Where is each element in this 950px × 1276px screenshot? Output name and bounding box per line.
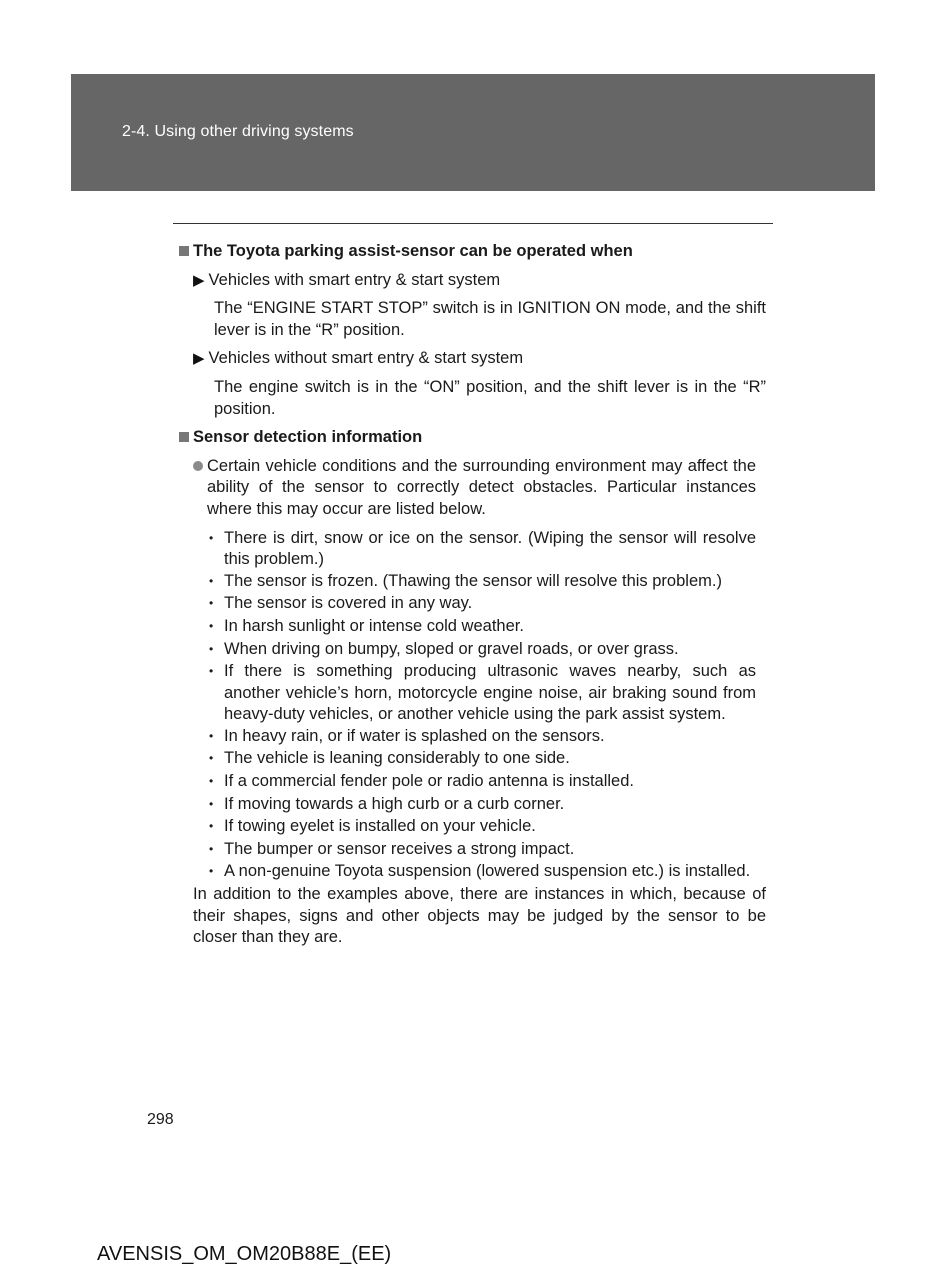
detection-heading-text: Sensor detection information <box>193 428 423 447</box>
smart-entry-description: The “ENGINE START STOP” switch is in IGNITION ON mode, and the shift lever is in the “R” position. <box>214 299 766 339</box>
list-item: • When driving on bumpy, sloped or gravel roads, or over grass. <box>208 639 756 662</box>
list-item: • There is dirt, snow or ice on the sensor. (Wiping the sensor will resolve this problem.) <box>209 528 756 569</box>
list-item: • If a commercial fender pole or radio antenna is installed. <box>208 771 756 794</box>
bullet-dot-icon: • <box>209 751 214 766</box>
triangle-arrow-icon: ▶ <box>193 271 205 289</box>
no-smart-entry-label: Vehicles without smart entry & start system <box>208 349 524 368</box>
operation-heading-text: The Toyota parking assist-sensor can be operated when <box>193 242 633 260</box>
bullet-dot-icon: • <box>209 774 214 789</box>
smart-entry-label: Vehicles with smart entry & start system <box>208 270 501 289</box>
no-smart-entry-item <box>193 348 766 370</box>
bullet-dot-icon: • <box>209 618 214 633</box>
smart-entry-item <box>193 270 766 292</box>
list-item: • The vehicle is leaning considerably to one side. <box>208 748 756 771</box>
list-item: • If towing eyelet is installed on your vehicle. <box>208 816 756 839</box>
detection-intro-text: Certain vehicle conditions and the surrounding environment may affect the ability of the sensor to correctly detect obstacles. Particular instances where this may occur are listed below. <box>207 456 756 518</box>
section-title: 2-4. Using other driving systems <box>122 123 354 140</box>
list-item: • The bumper or sensor receives a strong impact. <box>208 839 756 862</box>
detection-heading <box>179 427 766 449</box>
list-item: • The sensor is covered in any way. <box>208 593 756 616</box>
bullet-dot-icon: • <box>209 864 214 879</box>
bullet-dot-icon: • <box>209 728 214 743</box>
top-divider <box>173 223 773 224</box>
list-item: • In heavy rain, or if water is splashed on the sensors. <box>208 726 756 749</box>
bullet-dot-icon: • <box>209 664 214 679</box>
detection-intro-item <box>193 456 766 521</box>
bullet-dot-icon: • <box>209 641 214 656</box>
bullet-dot-icon: • <box>209 530 214 545</box>
document-code: AVENSIS_OM_OM20B88E_(EE) <box>97 1243 392 1265</box>
list-item: • If there is something producing ultrasonic waves nearby, such as another vehicle’s horn, motorcycle engine noise, air braking sound from heavy-duty vehicles, or another vehicle using the park assist system. <box>209 662 756 724</box>
conditions-list <box>208 528 756 885</box>
bullet-dot-icon: • <box>209 819 214 834</box>
square-bullet-icon <box>179 246 189 256</box>
square-bullet-icon <box>179 432 189 442</box>
page-content <box>179 241 766 949</box>
bullet-dot-icon: • <box>209 841 214 856</box>
list-item: • If moving towards a high curb or a curb corner. <box>208 794 756 817</box>
bullet-dot-icon: • <box>209 573 214 588</box>
list-item: • The sensor is frozen. (Thawing the sensor will resolve this problem.) <box>208 571 756 594</box>
bullet-dot-icon: • <box>209 796 214 811</box>
circle-bullet-icon <box>193 461 203 471</box>
closing-paragraph: In addition to the examples above, there are instances in which, because of their shapes, signs and other objects may be judged by the sensor to be closer than they are. <box>193 885 766 947</box>
section-header-band <box>71 74 875 191</box>
list-item: • A non-genuine Toyota suspension (lowered suspension etc.) is installed. <box>208 861 756 884</box>
operation-heading <box>179 241 766 263</box>
page-number: 298 <box>147 1111 174 1128</box>
no-smart-entry-description: The engine switch is in the “ON” position, and the shift lever is in the “R” position. <box>214 377 766 418</box>
triangle-arrow-icon: ▶ <box>193 350 205 368</box>
list-item: • In harsh sunlight or intense cold weather. <box>208 616 756 639</box>
bullet-dot-icon: • <box>209 596 214 611</box>
